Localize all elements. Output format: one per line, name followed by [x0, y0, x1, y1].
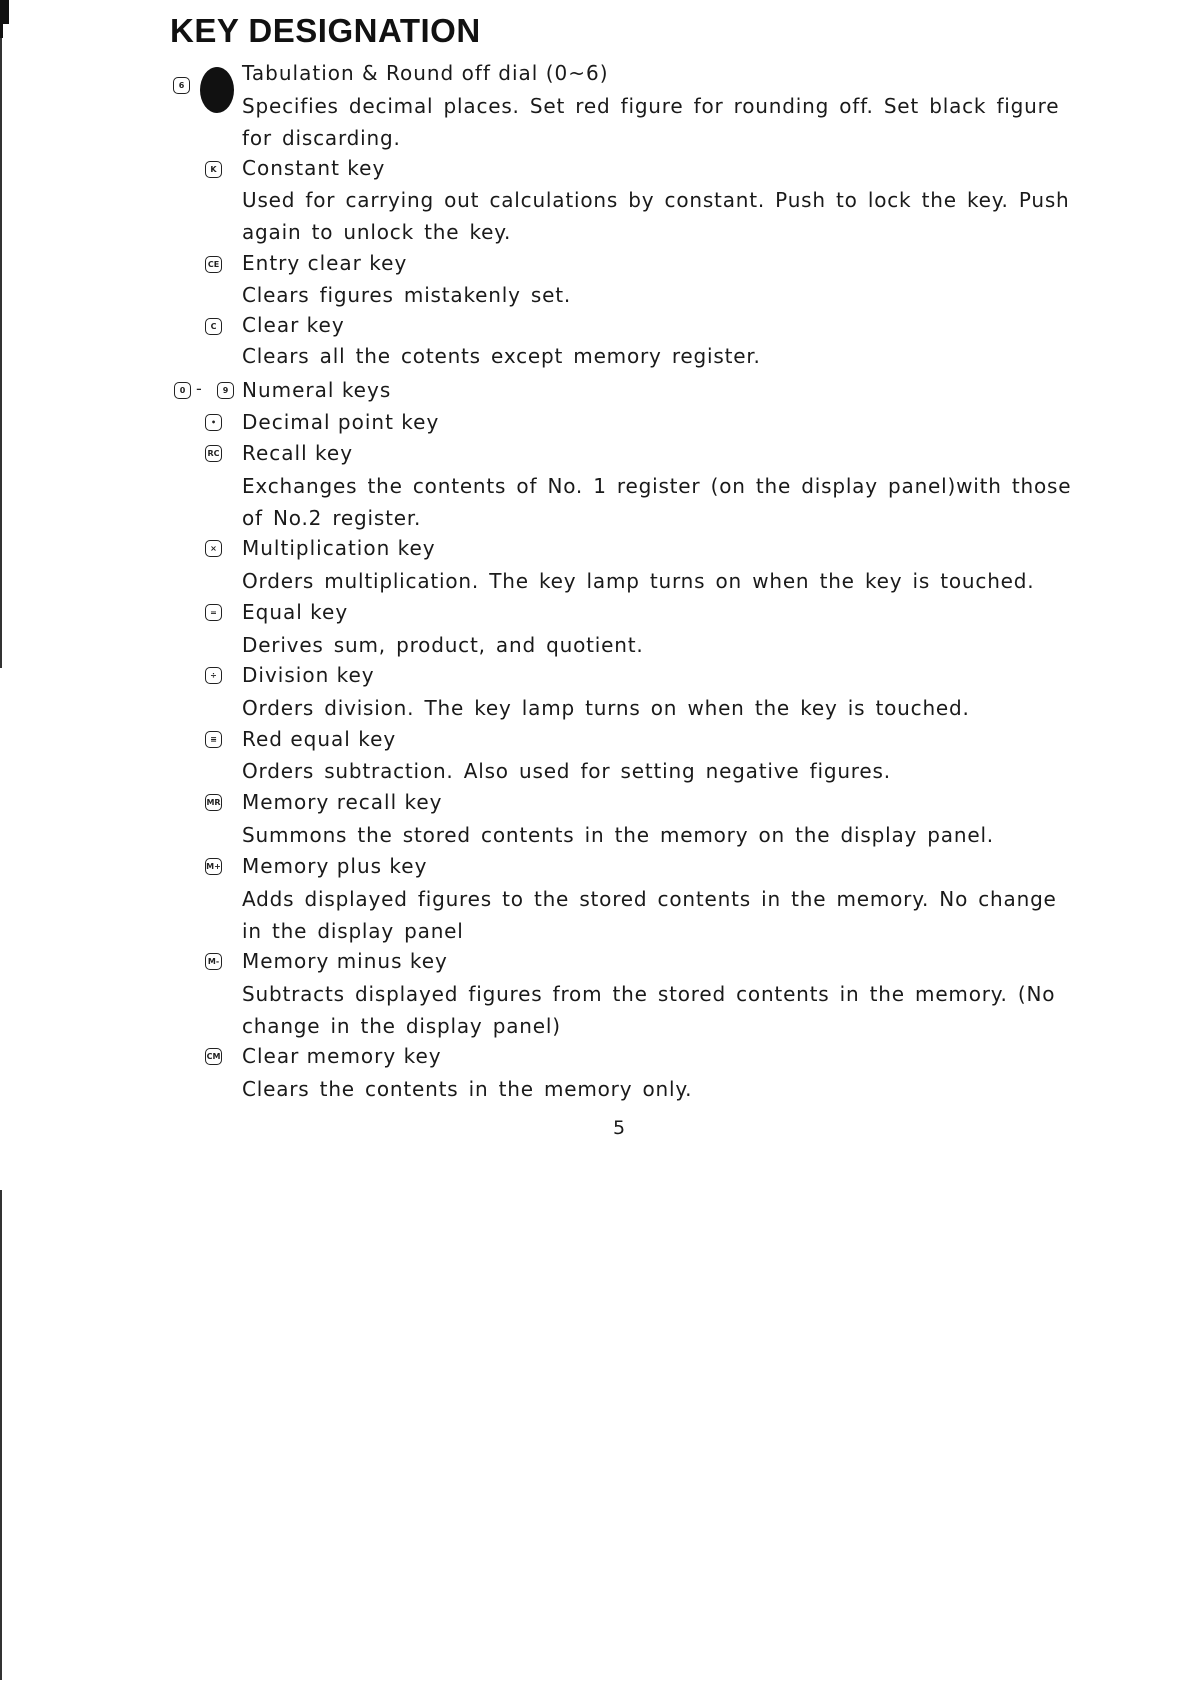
recall-key-icon: RC: [205, 445, 222, 462]
entry-heading: Clear key: [242, 313, 345, 337]
memory-recall-key-icon: MR: [205, 794, 222, 811]
entry-clear-key-icon: CE: [205, 256, 222, 273]
memory-minus-key-icon: M-: [205, 953, 222, 970]
entry-description: Adds displayed figures to the stored contents in the memory. No change in the display panel: [242, 887, 1057, 943]
entry-heading: Equal key: [242, 600, 349, 624]
memory-plus-key-icon: M+: [205, 858, 222, 875]
entry-heading: Decimal point key: [242, 410, 440, 434]
entry-heading: Red equal key: [242, 727, 397, 751]
entry-description: Orders division. The key lamp turns on when the key is touched.: [242, 696, 970, 720]
entry-heading: Recall key: [242, 441, 354, 465]
page-edge-line: [0, 38, 2, 668]
clear-key-icon: C: [205, 318, 222, 335]
entry-description: Clears figures mistakenly set.: [242, 283, 571, 307]
entry-description: Clears all the cotents except memory register.: [242, 344, 761, 368]
division-key-icon: ÷: [205, 667, 222, 684]
round-off-dial-icon: [200, 67, 234, 113]
entry-heading: Multiplication key: [242, 536, 436, 560]
entry-heading: Division key: [242, 663, 375, 687]
entry-description: Exchanges the contents of No. 1 register (on the display panel)with those of No.2 register.: [242, 474, 1072, 530]
entry-description: Specifies decimal places. Set red figure for rounding off. Set black figure for discarding.: [242, 94, 1060, 150]
entry-heading: Entry clear key: [242, 251, 408, 275]
page-edge-line-lower: [0, 1190, 2, 1680]
equal-key-icon: =: [205, 604, 222, 621]
entry-description: Orders multiplication. The key lamp turns on when the key is touched.: [242, 569, 1035, 593]
nine-key-icon: 9: [217, 382, 234, 399]
entry-heading: Constant key: [242, 156, 386, 180]
binding-mark: [0, 0, 9, 24]
entry-heading: Tabulation & Round off dial (0~6): [242, 61, 609, 85]
entry-heading: Memory minus key: [242, 949, 448, 973]
page-number: 5: [613, 1117, 626, 1139]
constant-key-icon: K: [205, 161, 222, 178]
entry-description: Clears the contents in the memory only.: [242, 1077, 693, 1101]
entry-heading: Numeral keys: [242, 378, 392, 402]
entry-heading: Memory recall key: [242, 790, 443, 814]
clear-memory-key-icon: CM: [205, 1048, 222, 1065]
entry-heading: Memory plus key: [242, 854, 428, 878]
multiplication-key-icon: ×: [205, 540, 222, 557]
red-equal-key-icon: ≡: [205, 731, 222, 748]
decimal-point-key-icon: •: [205, 414, 222, 431]
zero-key-icon: 0: [174, 382, 191, 399]
entry-description: Summons the stored contents in the memory on the display panel.: [242, 823, 994, 847]
binding-mark-tail: [0, 24, 3, 38]
entry-description: Derives sum, product, and quotient.: [242, 633, 644, 657]
page-title: KEY DESIGNATION: [170, 12, 481, 49]
entry-description: Used for carrying out calculations by constant. Push to lock the key. Push again to unlock the key.: [242, 188, 1070, 244]
entry-heading: Clear memory key: [242, 1044, 442, 1068]
range-dash: -: [196, 379, 202, 398]
entry-description: Orders subtraction. Also used for setting negative figures.: [242, 759, 891, 783]
entry-description: Subtracts displayed figures from the stored contents in the memory. (No change in the display panel): [242, 982, 1056, 1038]
dial-key-icon: 6: [173, 77, 190, 94]
